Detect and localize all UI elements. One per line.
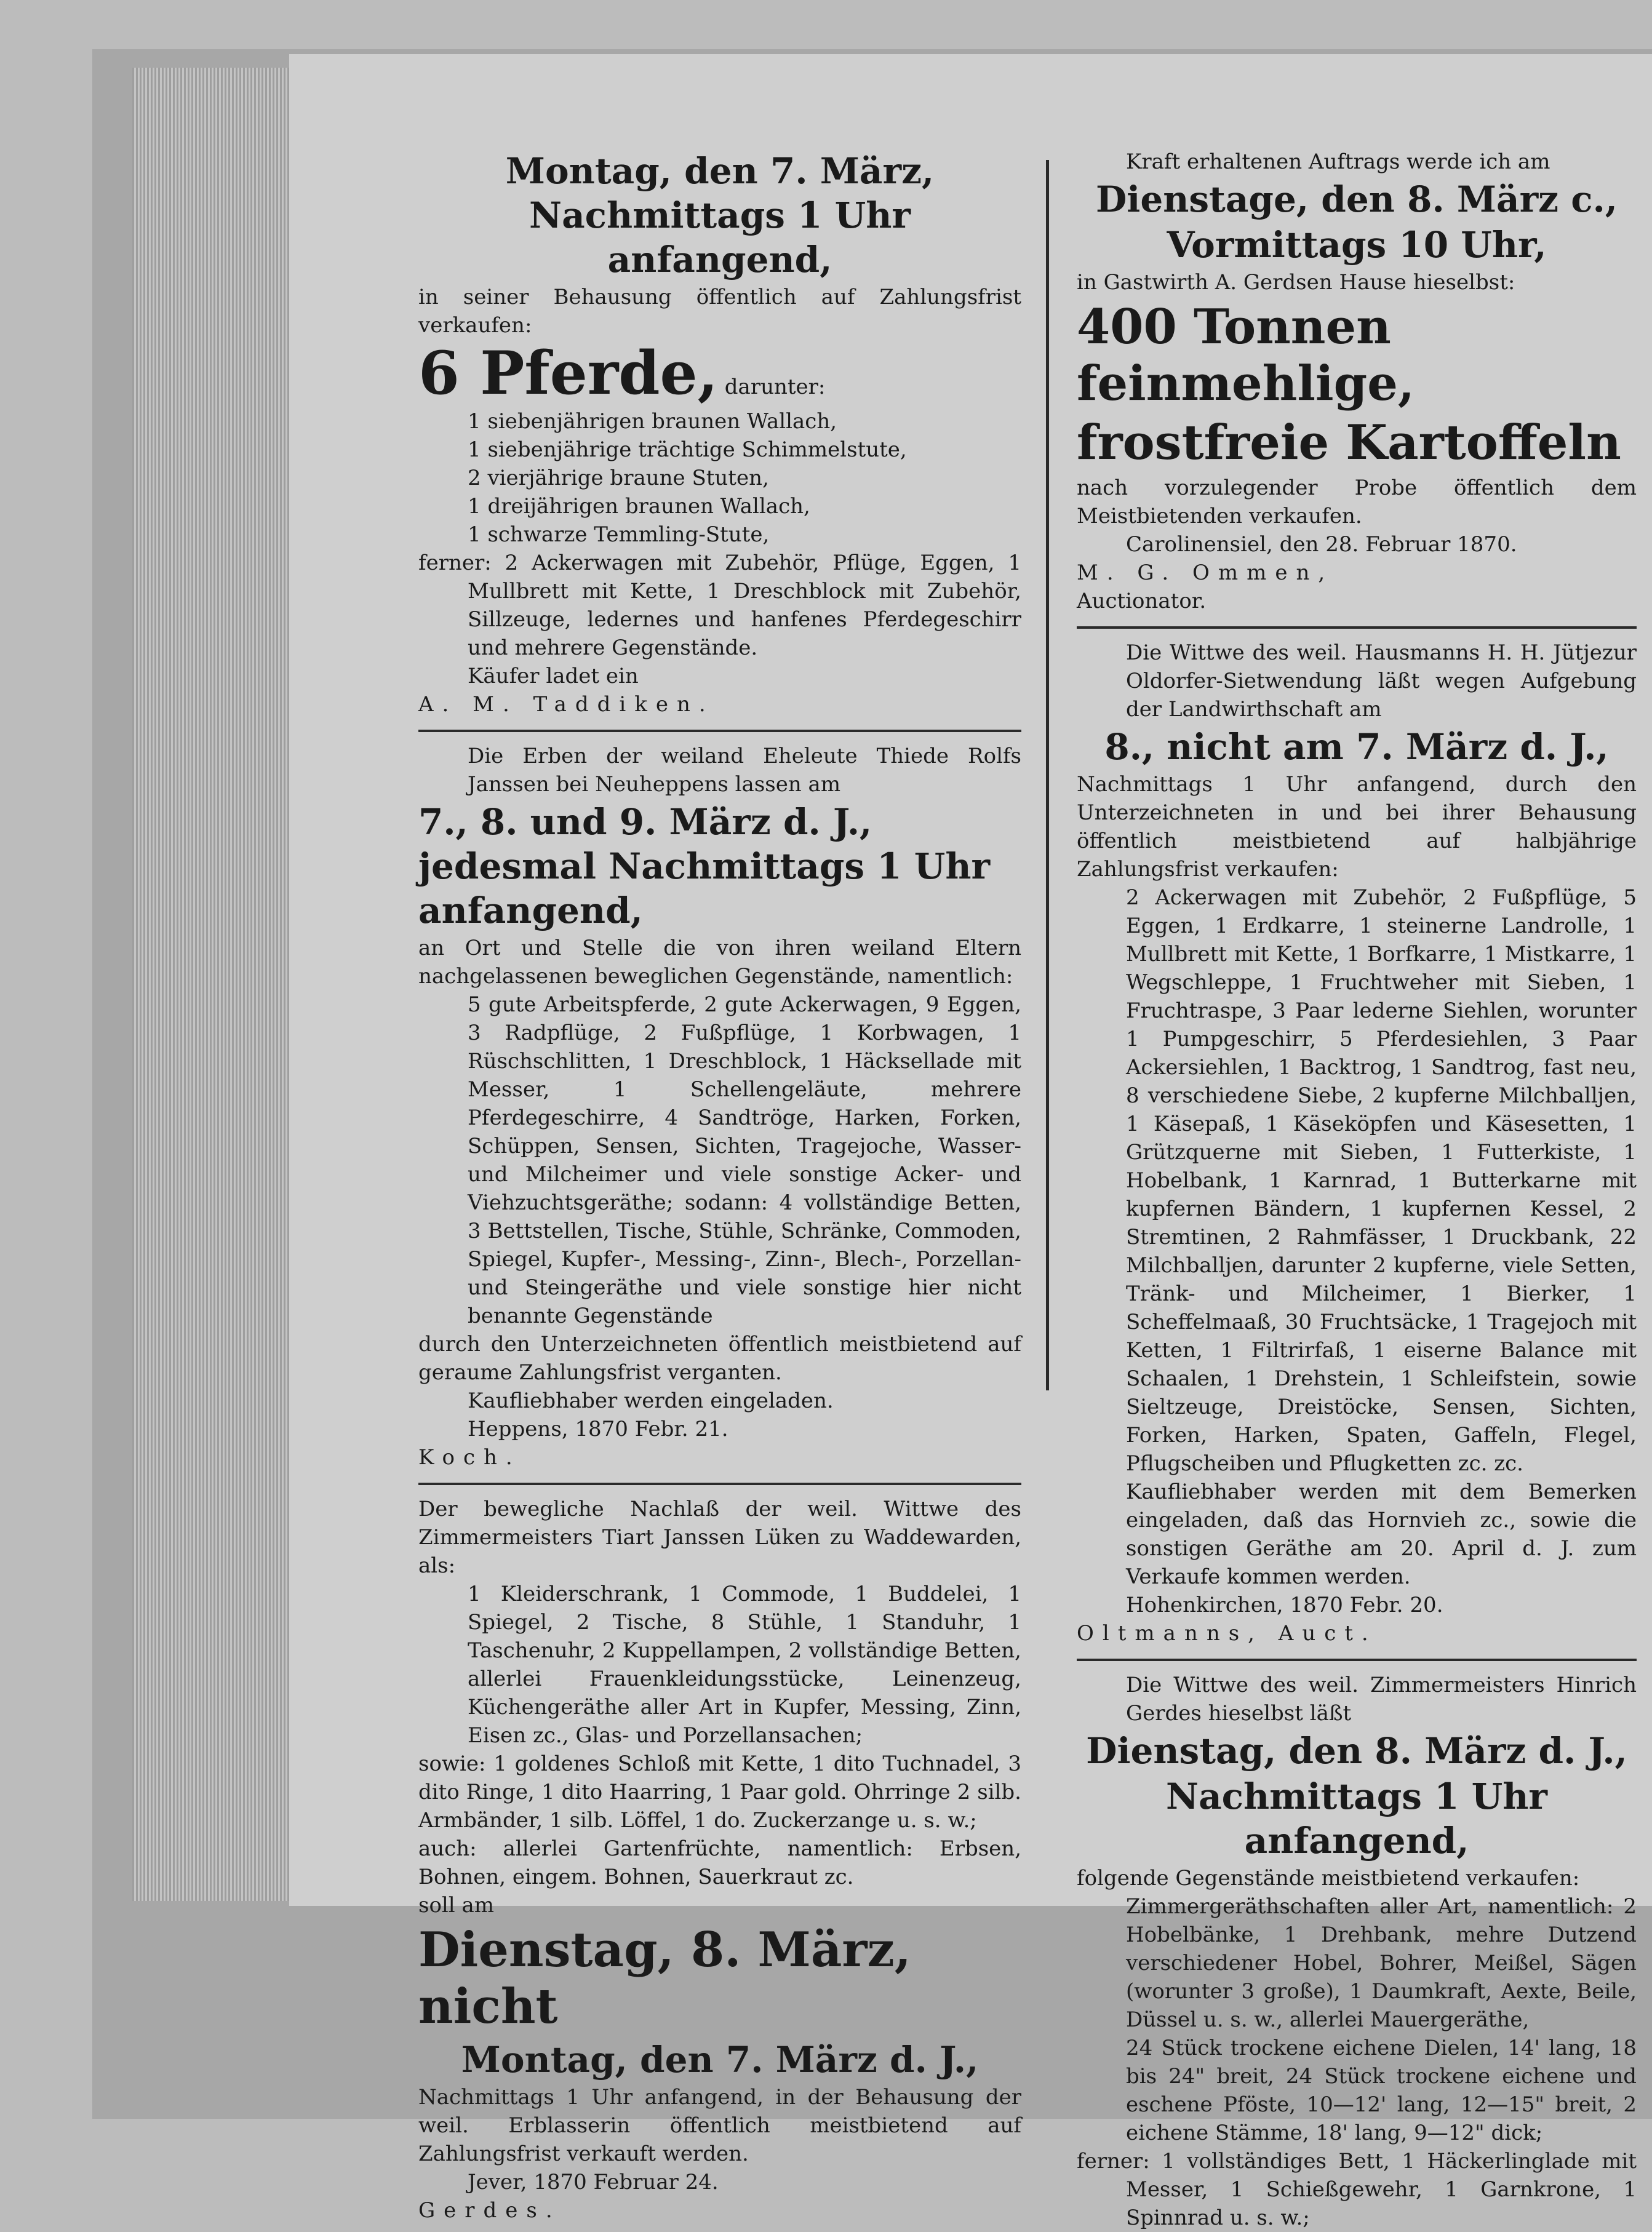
page-edges xyxy=(132,68,292,1901)
list-item: 1 siebenjährige trächtige Schimmelstute, xyxy=(468,437,907,462)
ad-headline: Dienstag, den 8. März d. J., xyxy=(1086,1730,1627,1772)
ad-ferner: ferner: 2 Ackerwagen mit Zubehör, Pflüge, Eggen, 1 Mullbrett mit Kette, 1 Dreschblock mit Zubehör, Sillzeuge, ledernes und hanfenes Pferdegeschirr und mehrere Gegenstände. xyxy=(418,551,1021,660)
ad-body: auch: allerlei Gartenfrüchte, namentlich: Erbsen, Bohnen, eingem. Bohnen, Sauerkraut zc. xyxy=(418,1836,1021,1889)
ad-closing: Käufer ladet ein xyxy=(468,664,639,688)
ad-body: 1 Kleiderschrank, 1 Commode, 1 Buddelei, 1 Spiegel, 2 Tische, 8 Stühle, 1 Standuhr, 1 Taschenuhr, 2 Kuppellampen, 2 vollständige Betten, allerlei Frauenkleidungsstücke, Leinenzeug, Küchengeräthe aller Art in Kupfer, Messing, Zinn, Eisen zc., Glas- und Porzellansachen; xyxy=(468,1582,1021,1748)
right-column xyxy=(1077,148,1637,2232)
ad-body: 5 gute Arbeitspferde, 2 gute Ackerwagen, 9 Eggen, 3 Radpflüge, 2 Fußpflüge, 1 Korbwagen, 1 Rüschschlitten, 1 Dreschblock, 1 Häcksellade mit Messer, 1 Schellengeläute, mehrere Pferdegeschirre, 4 Sandtröge, Harken, Forken, Schüppen, Sensen, Sichten, Tragejoche, Wasser- und Milcheimer und viele sonstige Acker- und Viehzuchtsgeräthe; sodann: 4 vollständige Betten, 3 Bettstellen, Tische, Stühle, Schränke, Commoden, Spiegel, Kupfer-, Messing-, Zinn-, Blech-, Porzellan- und Steingeräthe und viele sonstige hier nicht benannte Gegenstände xyxy=(468,992,1021,1328)
ad-divider xyxy=(418,730,1021,732)
ad-body: ferner: 1 vollständiges Bett, 1 Häckerlinglade mit Messer, 1 Schießgewehr, 1 Garnkrone, 1 Spinnrad u. s. w.; xyxy=(1077,2149,1637,2230)
ad-gerdes-wittwe xyxy=(1077,1671,1637,2232)
ad-body: Nachmittags 1 Uhr anfangend, in der Behausung der weil. Erblasserin öffentlich meistbietend auf Zahlungsfrist verkauft werden. xyxy=(418,2085,1021,2166)
ad-koch xyxy=(418,742,1021,1472)
ad-headline: Dienstag, 8. März, nicht xyxy=(418,1922,911,2035)
list-item: 1 siebenjährigen braunen Wallach, xyxy=(468,409,837,434)
ad-place-date: Jever, 1870 Februar 24. xyxy=(468,2170,719,2194)
ad-body: nach vorzulegender Probe öffentlich dem Meistbietenden verkaufen. xyxy=(1077,476,1637,528)
ad-signature: Gerdes. xyxy=(418,2198,561,2223)
ad-headline: Dienstage, den 8. März c., xyxy=(1096,178,1618,220)
ad-headline: 8., nicht am 7. März d. J., xyxy=(1104,726,1609,768)
ad-body: an Ort und Stelle die von ihren weiland Eltern nachgelassenen beweglichen Gegenstände, namentlich: xyxy=(418,936,1021,989)
ad-body: Nachmittags 1 Uhr anfangend, durch den Unterzeichneten in und bei ihrer Behausung öffentlich meistbietend auf halbjährige Zahlungsfrist verkaufen: xyxy=(1077,772,1637,882)
list-item: 1 schwarze Temmling-Stute, xyxy=(468,522,770,547)
ad-place-date: Carolinensiel, den 28. Februar 1870. xyxy=(1126,532,1517,557)
ad-body: sowie: 1 goldenes Schloß mit Kette, 1 dito Tuchnadel, 3 dito Ringe, 1 dito Haarring, 1 Paar gold. Ohrringe 2 silb. Armbänder, 1 silb. Löffel, 1 do. Zuckerzange u. s. w.; xyxy=(418,1752,1021,1833)
left-column xyxy=(418,148,1021,2225)
ad-intro: Die Erben der weiland Eheleute Thiede Rolfs Janssen bei Neuheppens lassen am xyxy=(468,744,1021,797)
ad-intro: Die Wittwe des weil. Hausmanns H. H. Jütjezur Oldorfer-Sietwendung läßt wegen Aufgebung der Landwirthschaft am xyxy=(1126,640,1637,722)
ad-intro: Der bewegliche Nachlaß der weil. Wittwe des Zimmermeisters Tiart Janssen Lüken zu Waddewarden, als: xyxy=(418,1497,1021,1578)
ad-intro: in seiner Behausung öffentlich auf Zahlungsfrist verkaufen: xyxy=(418,285,1021,338)
ad-big-title: frostfreie Kartoffeln xyxy=(1077,415,1621,471)
ad-signature: Oltmanns, Auct. xyxy=(1077,1621,1377,1646)
ad-signature-title: Auctionator. xyxy=(1077,589,1207,613)
ad-headline: 7., 8. und 9. März d. J., jedesmal Nachmittags 1 Uhr anfangend, xyxy=(418,801,991,931)
ad-taddiken xyxy=(418,149,1021,719)
ad-body: Kaufliebhaber werden mit dem Bemerken eingeladen, daß das Hornvieh zc., sowie die sonstigen Geräthe am 20. April d. J. zum Verkaufe kommen werden. xyxy=(1126,1480,1637,1589)
column-divider xyxy=(1046,160,1049,1390)
ad-divider xyxy=(1077,1659,1637,1661)
ad-intro: Kraft erhaltenen Auftrags werde ich am xyxy=(1126,149,1550,174)
ad-place-date: Hohenkirchen, 1870 Febr. 20. xyxy=(1126,1593,1443,1617)
ad-soll: soll am xyxy=(418,1893,494,1918)
ad-oltmanns xyxy=(1077,639,1637,1648)
ad-big-title: 6 Pferde, xyxy=(418,338,718,408)
ad-headline: Vormittags 10 Uhr, xyxy=(1167,224,1547,266)
list-item: 1 dreijährigen braunen Wallach, xyxy=(468,494,810,519)
ad-gerdes xyxy=(418,1495,1021,2225)
list-item: 2 vierjährige braune Stuten, xyxy=(468,466,769,490)
ad-place-date: Heppens, 1870 Febr. 21. xyxy=(468,1417,728,1441)
ad-signature: A. M. Taddiken. xyxy=(418,692,714,717)
ad-body: in Gastwirth A. Gerdsen Hause hieselbst: xyxy=(1077,270,1515,295)
ad-divider xyxy=(418,1483,1021,1485)
ad-invite: Kaufliebhaber werden eingeladen. xyxy=(468,1389,834,1413)
ad-divider xyxy=(1077,626,1637,629)
ad-ommen xyxy=(1077,148,1637,615)
ad-headline: Nachmittags 1 Uhr anfangend, xyxy=(1166,1776,1547,1862)
ad-big-line xyxy=(418,340,1021,407)
ad-body: 24 Stück trockene eichene Dielen, 14' lang, 18 bis 24" breit, 24 Stück trockene eichene und eschene Pföste, 10—12' lang, 12—15" breit, 2 eichene Stämme, 18' lang, 9—12" dick; xyxy=(1126,2036,1637,2145)
ad-big-suffix: darunter: xyxy=(724,375,826,399)
ad-intro: Die Wittwe des weil. Zimmermeisters Hinrich Gerdes hieselbst läßt xyxy=(1126,1673,1637,1726)
ad-body: 2 Ackerwagen mit Zubehör, 2 Fußpflüge, 5 Eggen, 1 Erdkarre, 1 steinerne Landrolle, 1 Mullbrett mit Kette, 1 Borfkarre, 1 Mistkarre, 1 Wegschleppe, 1 Fruchtweher mit Sieben, 1 Fruchtraspe, 3 Paar lederne Siehlen, worunter 1 Pumpgeschirr, 5 Pferdesiehlen, 3 Paar Ackersiehlen, 1 Backtrog, 1 Sandtrog, fast neu, 8 verschiedene Siebe, 2 kupferne Milchballjen, 1 Käsepaß, 1 Käseköpfen und Käsesetten, 1 Grützquerne mit Sieben, 1 Futterkiste, 1 Hobelbank, 1 Karnrad, 1 Butterkarne mit kupfernen Bändern, 1 kupfernen Kessel, 2 Stremtinen, 2 Rahmfässer, 1 Druckbank, 22 Milchballjen, darunter 2 kupferne, viele Setten, Tränk- und Milcheimer, 1 Bierker, 1 Scheffelmaaß, 30 Fruchtsäcke, 1 Tragejoch mit Ketten, 1 Filtrirfaß, 1 eiserne Balance mit Schaalen, 1 Drehstein, 1 Schleifstein, sowie Sieltzeuge, Dreistöcke, Sensen, Sichten, Forken, Harken, Spaten, Gaffeln, Flegel, Pflugscheiben und Pflugketten zc. zc. xyxy=(1126,885,1637,1476)
ad-body: Zimmergeräthschaften aller Art, namentlich: 2 Hobelbänke, 1 Drehbank, mehre Dutzend verschiedener Hobel, Bohrer, Meißel, Sägen (worunter 3 große), 1 Daumkraft, Aexte, Beile, Düssel u. s. w., allerlei Mauergeräthe, xyxy=(1126,1894,1637,2032)
ad-body: folgende Gegenstände meistbietend verkaufen: xyxy=(1077,1866,1580,1891)
ad-body: durch den Unterzeichneten öffentlich meistbietend auf geraume Zahlungsfrist verganten. xyxy=(418,1332,1021,1385)
ad-signature: M. G. Ommen, xyxy=(1077,560,1334,585)
ad-signature: Koch. xyxy=(418,1445,521,1470)
ad-big-title: 400 Tonnen feinmehlige, xyxy=(1077,299,1415,412)
ad-headline: Montag, den 7. März, Nachmittags 1 Uhr anfangend, xyxy=(505,150,935,281)
ad-headline: Montag, den 7. März d. J., xyxy=(461,2039,979,2081)
